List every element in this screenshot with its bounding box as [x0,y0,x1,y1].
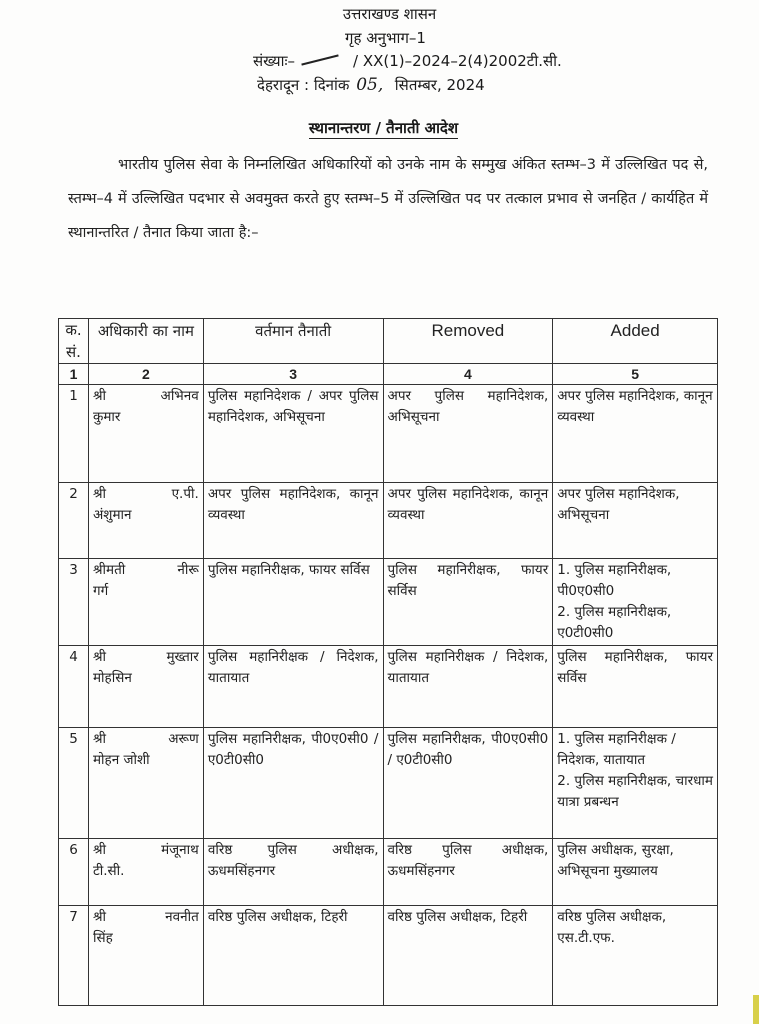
current-posting: अपर पुलिस महानिदेशक, कानून व्यवस्था [203,483,383,559]
reference-suffix: / XX(1)–2024–2(4)2002टी.सी. [353,52,562,70]
scan-edge-highlight [753,995,759,1024]
officer-name [88,728,203,839]
department-name: गृह अनुभाग–1 [345,29,426,47]
serial-number: 6 [59,839,89,906]
handwritten-stroke [301,54,338,65]
header-removed: Removed [383,319,553,364]
officer-name [88,839,203,906]
added-posting [553,385,718,483]
added-item: पुलिस अधीक्षक, सुरक्षा, अभिसूचना मुख्यालय [557,842,674,879]
serial-number: 5 [59,728,89,839]
serial-number: 1 [59,385,89,483]
table-header-row [59,319,718,364]
added-posting [553,728,718,839]
name-first: मंजूनाथ [161,842,199,858]
added-item: 2. पुलिस महानिरीक्षक, ए0टी0सी0 [557,604,672,641]
name-first: नवनीत [165,909,199,925]
reference-prefix: संख्याः– [253,52,296,70]
name-prefix: श्री [92,649,107,665]
name-prefix: श्री [92,909,107,925]
current-posting: पुलिस महानिरीक्षक, फायर सर्विस [203,559,383,646]
removed-charge: वरिष्ठ पुलिस अधीक्षक, टिहरी [383,906,553,1006]
name-first: अभिनव [160,388,199,404]
table-row [59,483,718,559]
table-row [59,559,718,646]
officer-name [88,559,203,646]
officer-name [88,385,203,483]
current-posting: पुलिस महानिदेशक / अपर पुलिस महानिदेशक, अभिसूचना [203,385,383,483]
table-row [59,646,718,728]
column-number-row [59,364,718,385]
removed-charge: अपर पुलिस महानिदेशक, अभिसूचना [383,385,553,483]
current-posting: वरिष्ठ पुलिस अधीक्षक, टिहरी [203,906,383,1006]
serial-number: 4 [59,646,89,728]
name-prefix: श्री [92,731,107,747]
name-rest: मोहसिन [92,670,132,686]
removed-charge: पुलिस महानिरीक्षक, पी0ए0सी0 / ए0टी0सी0 [383,728,553,839]
added-item: 2. पुलिस महानिरीक्षक, चारधाम यात्रा प्रबन्धन [557,773,713,810]
name-prefix: श्री [92,388,107,404]
table-row [59,728,718,839]
added-item: 1. पुलिस महानिरीक्षक / निदेशक, यातायात [557,731,676,768]
name-first: अरूण [168,731,199,747]
serial-number: 2 [59,483,89,559]
removed-charge: पुलिस महानिरीक्षक, फायर सर्विस [383,559,553,646]
place-and-date [257,74,485,96]
removed-charge: वरिष्ठ पुलिस अधीक्षक, ऊधमसिंहनगर [383,839,553,906]
name-rest: टी.सी. [92,863,125,879]
column-number: 2 [88,364,203,385]
removed-charge: पुलिस महानिरीक्षक / निदेशक, यातायात [383,646,553,728]
name-rest: कुमार [92,409,121,425]
added-item: अपर पुलिस महानिदेशक, कानून व्यवस्था [557,388,713,425]
serial-number: 7 [59,906,89,1006]
order-body-paragraph: भारतीय पुलिस सेवा के निम्नलिखित अधिकारियों को उनके नाम के सम्मुख अंकित स्तम्भ–3 में उल्लिखित पद से, स्तम्भ–4 में उल्लिखित पदभार से अवमुक्त करते हुए स्तम्भ–5 में उल्लिखित पद पर तत्काल प्रभाव से जनहित / कार्यहित में स्थानान्तरित / तैनात किया जाता है:– [68,157,708,241]
name-prefix: श्री [92,842,107,858]
serial-number: 3 [59,559,89,646]
name-first: नीरू [177,562,199,578]
place-date-prefix: देहरादून : दिनांक [257,76,350,94]
column-number: 4 [383,364,553,385]
name-rest: मोहन जोशी [92,752,150,768]
current-posting: पुलिस महानिरीक्षक, पी0ए0सी0 / ए0टी0सी0 [203,728,383,839]
column-number: 3 [203,364,383,385]
name-prefix: श्री [92,486,107,502]
current-posting: पुलिस महानिरीक्षक / निदेशक, यातायात [203,646,383,728]
added-posting [553,646,718,728]
added-posting [553,839,718,906]
header-officer-name: अधिकारी का नाम [88,319,203,364]
order-title: स्थानान्तरण / तैनाती आदेश [308,119,459,137]
header-added: Added [553,319,718,364]
added-posting [553,483,718,559]
table-row [59,839,718,906]
column-number: 5 [553,364,718,385]
header-current-posting: वर्तमान तैनाती [203,319,383,364]
added-item: वरिष्ठ पुलिस अधीक्षक, एस.टी.एफ. [557,909,667,946]
column-number: 1 [59,364,89,385]
removed-charge: अपर पुलिस महानिदेशक, कानून व्यवस्था [383,483,553,559]
current-posting: वरिष्ठ पुलिस अधीक्षक, ऊधमसिंहनगर [203,839,383,906]
transfer-table [58,318,718,1006]
reference-number [253,50,562,72]
table-row [59,906,718,1006]
handwritten-date-day: 05, [356,75,384,95]
officer-name [88,646,203,728]
added-posting [553,906,718,1006]
name-rest: गर्ग [92,583,109,599]
name-first: मुख्तार [166,649,199,665]
table-row [59,385,718,483]
added-item: अपर पुलिस महानिदेशक, अभिसूचना [557,486,680,523]
name-rest: सिंह [92,930,113,946]
added-item: पुलिस महानिरीक्षक, फायर सर्विस [557,649,713,686]
officer-name [88,483,203,559]
header-serial-number: क. सं. [59,319,89,364]
name-first: ए.पी. [171,486,199,502]
name-prefix: श्रीमती [92,562,126,578]
date-month-year: सितम्बर, 2024 [394,76,485,94]
added-posting [553,559,718,646]
name-rest: अंशुमान [92,507,132,523]
added-item: 1. पुलिस महानिरीक्षक, पी0ए0सी0 [557,562,672,599]
government-name: उत्तराखण्ड शासन [342,5,437,23]
officer-name [88,906,203,1006]
